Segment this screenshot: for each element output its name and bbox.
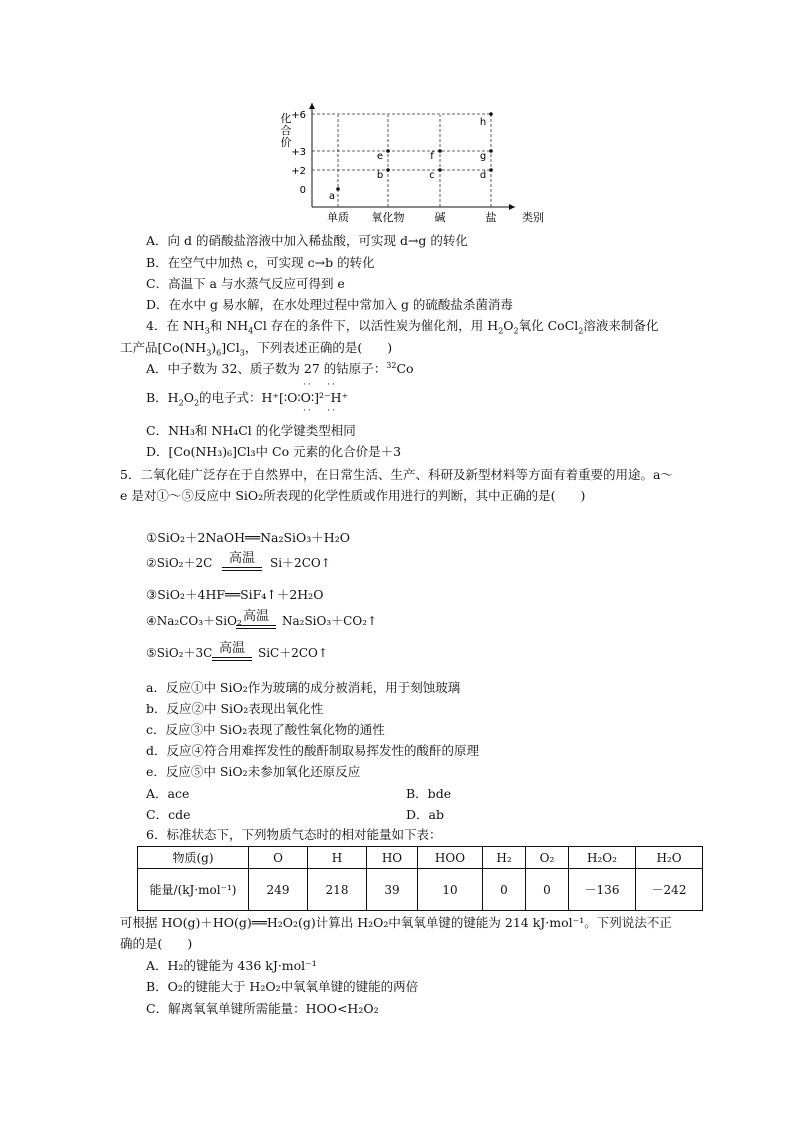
point-label: h: [479, 117, 487, 128]
data-point: [386, 149, 390, 153]
q6-paragraph: 可根据 HO(g)＋HO(g)══H₂O₂(g)计算出 H₂O₂中氧氧单键的键能为 214 kJ·mol⁻¹。下列说法不正确的是( ): [120, 915, 672, 951]
q4-stem-line2: 工产品$[Co(NH_3)_6]Cl_3$，下列表述正确的是( ): [120, 340, 393, 358]
reaction-3: ③SiO₂＋4HF══SiF₄↑＋2H₂O: [146, 587, 324, 602]
y-tick-label: +6: [291, 110, 306, 121]
y-tick-label: 0: [299, 185, 306, 196]
table-header-cell: 物质(g): [138, 847, 249, 869]
table-row-label: 能量/(kJ·mol⁻¹): [138, 869, 249, 911]
data-point: [489, 168, 493, 172]
table-header-cell: O: [249, 847, 308, 869]
x-tick-label: 盐: [485, 211, 497, 224]
y-axis-label: 化: [280, 112, 292, 125]
q5-judgement-d: d．反应④符合用难挥发性的酸酐制取易挥发性的酸酐的原理: [146, 743, 480, 758]
y-tick-label: +3: [291, 147, 306, 158]
q5-option-c: C．cde: [146, 807, 191, 822]
reaction-1: ①SiO₂＋2NaOH══Na₂SiO₃＋H₂O: [146, 530, 350, 545]
q5-option-b: B．bde: [406, 786, 452, 801]
point-label: d: [479, 170, 487, 181]
point-label: g: [479, 151, 487, 162]
table-cell: －136: [569, 869, 636, 911]
q4-option-c: C．NH₃和 NH₄Cl 的化学键类型相同: [146, 423, 356, 438]
table-header-cell: O₂: [526, 847, 569, 869]
data-point: [489, 149, 493, 153]
electron-dots-bottom: ·· ··: [303, 406, 338, 416]
energy-table-header: [138, 847, 703, 869]
y-tick-label: +2: [291, 166, 306, 177]
q6-option-c: C．解离氧氧单键所需能量：HOO<H₂O₂: [146, 1001, 379, 1016]
q5-judgement-a: a．反应①中 SiO₂作为玻璃的成分被消耗，用于刻蚀玻璃: [146, 680, 461, 695]
data-point: [489, 112, 493, 116]
x-tick-label: 单质: [327, 211, 349, 224]
y-axis-arrow: [309, 103, 315, 109]
table-cell: 218: [308, 869, 367, 911]
data-point: [386, 168, 390, 172]
q3-option-a: A．向 d 的硝酸盐溶液中加入稀盐酸，可实现 d→g 的转化: [146, 233, 468, 248]
table-header-cell: HO: [367, 847, 418, 869]
q3-option-d: D．在水中 g 易水解，在水处理过程中常加入 g 的硫酸盐杀菌消毒: [146, 297, 513, 312]
x-tick-label: 碱: [434, 211, 446, 224]
q6-stem: 6．标准状态下，下列物质气态时的相对能量如下表：: [146, 827, 442, 842]
data-point: [438, 149, 442, 153]
q5-option-a: A．ace: [146, 786, 190, 801]
electron-formula: H⁺[∶O∶O∶]²⁻H⁺: [261, 390, 349, 405]
q3-option-c: C．高温下 a 与水蒸气反应可得到 e: [146, 276, 345, 291]
table-header-cell: H₂O₂: [569, 847, 636, 869]
x-axis-label: 类别: [522, 211, 544, 224]
q5-option-d: D．ab: [406, 807, 444, 822]
point-label: a: [328, 191, 336, 202]
point-label: c: [429, 170, 435, 181]
x-tick-label: 氧化物: [371, 211, 405, 224]
q6-option-a: A．H₂的键能为 436 kJ·mol⁻¹: [146, 958, 317, 973]
table-cell: 10: [418, 869, 483, 911]
electron-dots-top: ·· ··: [303, 380, 338, 390]
table-header-cell: H: [308, 847, 367, 869]
table-header-cell: H₂O: [636, 847, 703, 869]
point-label: e: [376, 151, 384, 162]
q6-option-b: B．O₂的键能大于 H₂O₂中氧氧单键的键能的两倍: [146, 979, 419, 994]
table-header-cell: H₂: [483, 847, 526, 869]
q5-judgement-c: c．反应③中 SiO₂表现了酸性氧化物的通性: [146, 722, 385, 737]
q5-judgement-e: e．反应⑤中 SiO₂未参加氧化还原反应: [146, 764, 361, 779]
q4-option-b: B．$H_2O_2$的电子式：H⁺[∶O∶O∶]²⁻H⁺: [146, 390, 349, 408]
point-label: b: [376, 170, 384, 181]
reaction-4: ④Na₂CO₃＋SiO₂ 高温 Na₂SiO₃＋CO₂↑: [146, 601, 446, 635]
table-cell: 0: [483, 869, 526, 911]
data-point: [336, 187, 340, 191]
table-cell: 249: [249, 869, 308, 911]
energy-table-row: [138, 869, 703, 911]
table-cell: －242: [636, 869, 703, 911]
q5-stem: 5．二氧化硅广泛存在于自然界中，在日常生活、生产、科研及新型材料等方面有着重要的用途。a～e 是对①～⑤反应中 SiO₂所表现的化学性质或作用进行的判断，其中正确的是( ): [120, 467, 673, 503]
q5-judgement-b: b．反应②中 SiO₂表现出氧化性: [146, 701, 324, 716]
table-cell: 39: [367, 869, 418, 911]
q4-stem-line1: 4．在 $NH_3$和 $NH_4Cl$ 存在的条件下，以活性炭为催化剂，用 $H_2O_2$氧化 CoCl$_2$溶液来制备化: [146, 318, 659, 336]
q4-option-a: A．中子数为 32、质子数为 27 的钴原子：$^{32}$Co: [146, 360, 414, 376]
data-point: [438, 168, 442, 172]
x-axis-arrow: [509, 204, 515, 210]
y-axis-label: 合: [280, 124, 292, 137]
reaction-2: ②SiO₂＋2C 高温 Si＋2CO↑: [146, 543, 446, 577]
point-label: f: [430, 151, 434, 162]
table-header-cell: HOO: [418, 847, 483, 869]
reaction-5: ⑤SiO₂＋3C 高温 SiC＋2CO↑: [146, 633, 446, 667]
valence-chart: [0, 0, 794, 230]
table-cell: 0: [526, 869, 569, 911]
y-axis-label: 价: [280, 136, 292, 149]
energy-table: [137, 846, 703, 911]
q3-option-b: B．在空气中加热 c，可实现 c→b 的转化: [146, 255, 375, 270]
q4-option-d: D．[Co(NH₃)₆]Cl₃中 Co 元素的化合价是＋3: [146, 444, 402, 459]
